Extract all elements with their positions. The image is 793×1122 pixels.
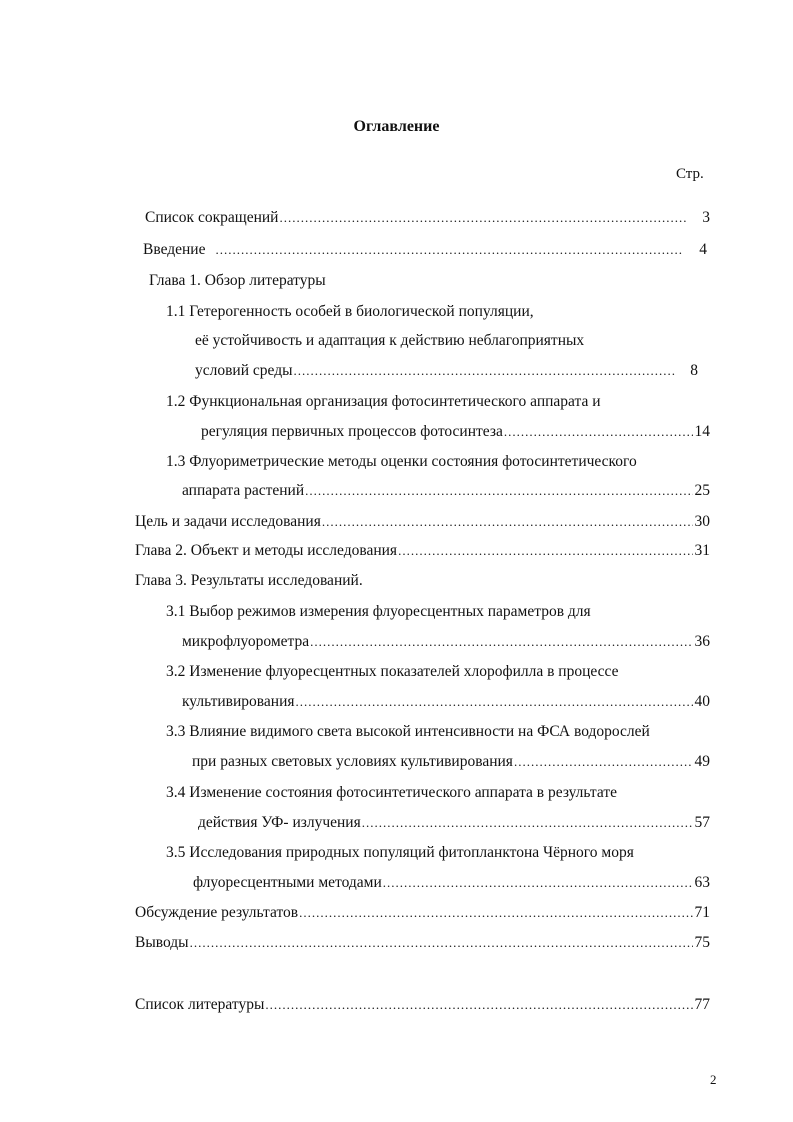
toc-entry-text: культивирования xyxy=(182,693,295,710)
dot-leader xyxy=(504,422,693,442)
dot-leader xyxy=(310,632,692,652)
toc-entry-text: при разных световых условиях культивирования xyxy=(192,753,513,770)
dot-leader xyxy=(279,208,686,228)
toc-entry-text: 1.3 Флуориметрические методы оценки состояния фотосинтетического xyxy=(166,453,637,470)
toc-entry-page: 30 xyxy=(694,513,710,530)
toc-entry xyxy=(192,752,710,772)
toc-entry-text: условий среды xyxy=(195,362,293,379)
dot-leader xyxy=(296,692,693,712)
toc-entry xyxy=(145,208,710,228)
dot-leader xyxy=(514,752,693,772)
toc-entry-text: Глава 2. Объект и методы исследования xyxy=(135,542,398,559)
toc-entry xyxy=(143,240,707,260)
dot-leader xyxy=(362,813,693,833)
dot-leader xyxy=(190,933,693,953)
toc-entry xyxy=(182,481,710,501)
toc-entry-page: 3 xyxy=(702,209,710,226)
toc-entry-page: 75 xyxy=(694,934,710,951)
toc-entry-page: 77 xyxy=(694,996,710,1013)
dot-leader xyxy=(305,481,692,501)
toc-entry xyxy=(182,692,710,712)
toc-entry xyxy=(135,512,710,532)
page-title: Оглавление xyxy=(353,118,440,135)
dot-leader xyxy=(215,240,683,260)
dot-leader xyxy=(294,361,677,381)
toc-entry-page: 63 xyxy=(694,874,710,891)
toc-entry-text: Список литературы xyxy=(135,996,265,1013)
toc-entry-text: аппарата растений xyxy=(182,482,305,499)
toc-entry-text: Обсуждение результатов xyxy=(135,904,299,921)
toc-entry-text: 3.3 Влияние видимого света высокой интенсивности на ФСА водорослей xyxy=(166,723,650,740)
toc-entry-text: Список сокращений xyxy=(145,209,279,226)
toc-entry-page: 40 xyxy=(694,693,710,710)
dot-leader xyxy=(322,512,693,532)
toc-entry xyxy=(193,873,710,893)
toc-entry xyxy=(201,422,710,442)
toc-entry-text: регуляция первичных процессов фотосинтеза xyxy=(201,423,503,440)
dot-leader xyxy=(383,873,693,893)
page-number: 2 xyxy=(710,1072,717,1087)
toc-entry xyxy=(198,813,710,833)
toc-entry-text: флуоресцентными методами xyxy=(193,874,382,891)
toc-entry-text: 1.1 Гетерогенность особей в биологической популяции, xyxy=(166,303,534,320)
toc-chapter-heading: Глава 1. Обзор литературы xyxy=(149,272,326,289)
dot-leader xyxy=(299,903,692,923)
toc-entry-page: 49 xyxy=(694,753,710,770)
toc-entry-text: Введение xyxy=(143,241,206,258)
toc-entry-text: Цель и задачи исследования xyxy=(135,513,321,530)
toc-entry-text: 3.1 Выбор режимов измерения флуоресцентных параметров для xyxy=(166,603,591,620)
toc-entry-text: микрофлуорометра xyxy=(182,633,310,650)
toc-entry-page: 14 xyxy=(694,423,710,440)
toc-entry xyxy=(135,541,710,561)
toc-entry-page: 57 xyxy=(694,814,710,831)
toc-entry-text: её устойчивость и адаптация к действию неблагоприятных xyxy=(195,332,585,349)
toc-entry-text: 3.4 Изменение состояния фотосинтетического аппарата в результате xyxy=(166,784,617,801)
toc-entry-page: 8 xyxy=(690,362,698,379)
toc-entry-text: действия УФ- излучения xyxy=(198,814,361,831)
toc-entry-text: 3.2 Изменение флуоресцентных показателей хлорофилла в процессе xyxy=(166,663,619,680)
toc-entry-text: 1.2 Функциональная организация фотосинтетического аппарата и xyxy=(166,393,601,410)
toc-entry-text: Выводы xyxy=(135,934,189,951)
toc-entry xyxy=(182,632,710,652)
dot-leader xyxy=(265,995,692,1015)
toc-chapter-heading: Глава 3. Результаты исследований. xyxy=(135,572,363,589)
toc-entry-page: 31 xyxy=(694,542,710,559)
toc-entry-page: 25 xyxy=(694,482,710,499)
dot-leader xyxy=(398,541,692,561)
toc-entry-page: 4 xyxy=(699,241,707,258)
toc-entry-text: 3.5 Исследования природных популяций фитопланктона Чёрного моря xyxy=(166,844,634,861)
toc-entry xyxy=(135,933,710,953)
toc-entry xyxy=(135,995,710,1015)
toc-entry-page: 36 xyxy=(694,633,710,650)
toc-entry xyxy=(135,903,710,923)
toc-entry xyxy=(195,361,698,381)
toc-entry-page: 71 xyxy=(694,904,710,921)
page-column-label: Стр. xyxy=(676,166,704,182)
